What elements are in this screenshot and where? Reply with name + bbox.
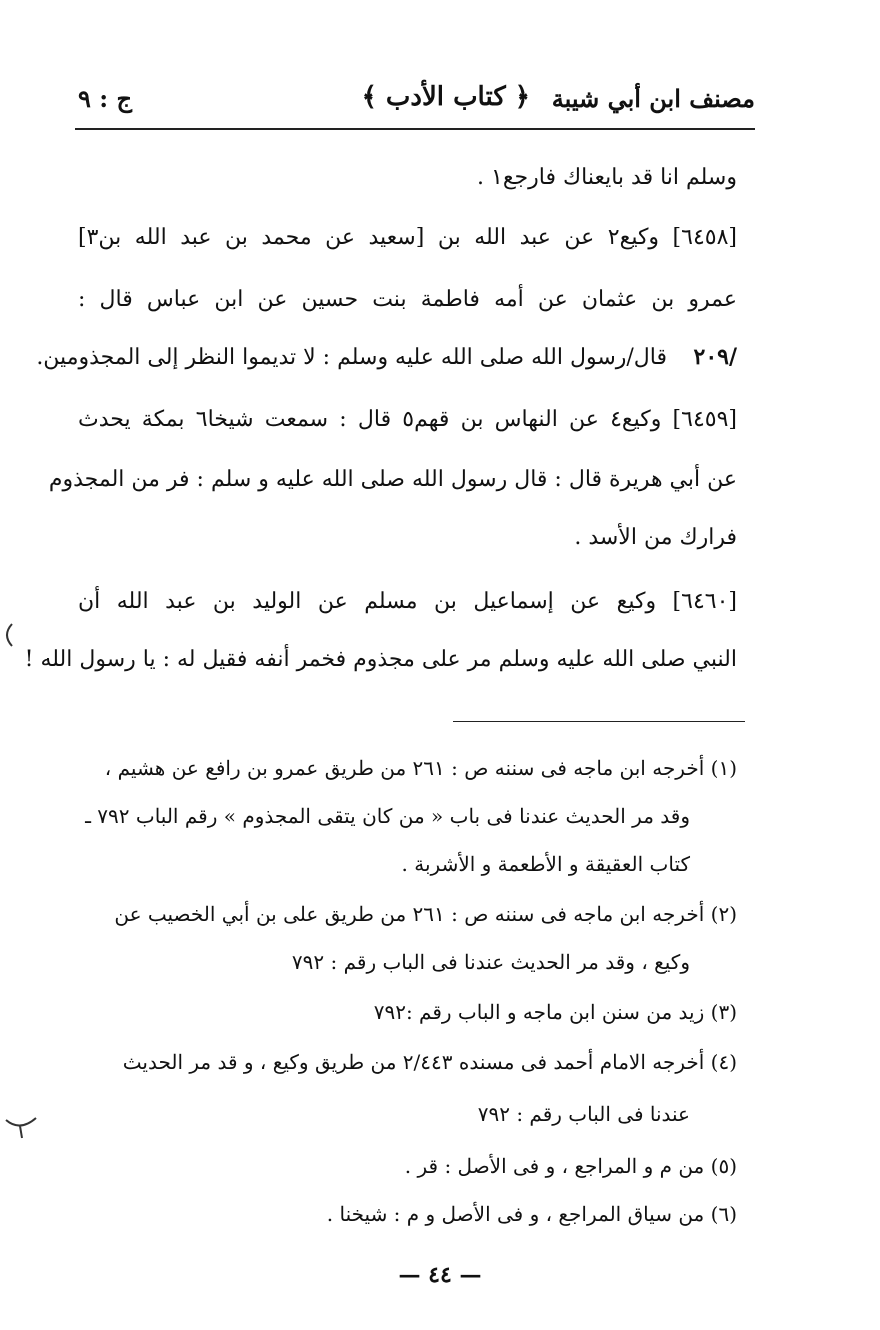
text-line: فرارك من الأسد . (574, 525, 737, 550)
text-line: عن أبي هريرة قال : قال رسول الله صلى الله عليه و سلم : فر من المجذوم (48, 467, 737, 492)
chapter-title: ﴿ كتاب الأدب ﴾ (361, 82, 530, 112)
footnote-line: (٢) أخرجه ابن ماجه فى سننه ص : ٢٦١ من طريق على بن أبي الخصيب عن (114, 902, 737, 926)
text-line: النبي صلى الله عليه وسلم مر على مجذوم فخمر أنفه فقيل له : يا رسول الله ! (24, 647, 737, 672)
footnote-line: (٣) زيد من سنن ابن ماجه و الباب رقم :٧٩٢ (373, 1000, 737, 1024)
binding-mark-icon (4, 1110, 38, 1140)
volume-label: ج : ٩ (78, 84, 132, 113)
page-number: — ٤٤ — (398, 1262, 482, 1288)
text-line: وسلم انا قد بايعناك فارجع١ . (477, 165, 737, 190)
text-line: [٦٤٥٨] وكيع٢ عن عبد الله بن [سعيد عن محمد بن عبد الله بن٣] (78, 225, 737, 250)
footnote-line: وكيع ، وقد مر الحديث عندنا فى الباب رقم : ٧٩٢ (291, 950, 690, 974)
text-line: عمرو بن عثمان عن أمه فاطمة بنت حسين عن ابن عباس قال : (78, 287, 737, 312)
footnote-line: عندنا فى الباب رقم : ٧٩٢ (477, 1102, 690, 1126)
footnote-line: وقد مر الحديث عندنا فى باب « من كان يتقى المجذوم » رقم الباب ٧٩٢ ـ (85, 804, 690, 828)
text-line: [٦٤٦٠] وكيع عن إسماعيل بن مسلم عن الوليد بن عبد الله أن (78, 589, 737, 614)
footnote-rule (453, 721, 745, 722)
folio-marker: ٢٠٩/ (693, 344, 737, 370)
footnote-line: (١) أخرجه ابن ماجه فى سننه ص : ٢٦١ من طريق عمرو بن رافع عن هشيم ، (104, 756, 737, 780)
page-header (78, 80, 755, 120)
book-title: مصنف ابن أبي شيبة (551, 84, 755, 113)
header-rule (75, 128, 755, 130)
footnote-line: (٤) أخرجه الامام أحمد فى مسنده ٢/٤٤٣ من طريق وكيع ، و قد مر الحديث (122, 1050, 737, 1074)
text-line: [٦٤٥٩] وكيع٤ عن النهاس بن قهم٥ قال : سمعت شيخا٦ بمكة يحدث (78, 407, 737, 432)
binding-mark-icon (0, 620, 14, 650)
footnote-line: (٥) من م و المراجع ، و فى الأصل : قر . (404, 1154, 737, 1178)
footnote-line: كتاب العقيقة و الأطعمة و الأشربة . (401, 852, 690, 876)
text-line: قال/رسول الله صلى الله عليه وسلم : لا تديموا النظر إلى المجذومين. (36, 345, 667, 370)
footnote-line: (٦) من سياق المراجع ، و فى الأصل و م : شيخنا . (326, 1202, 737, 1226)
